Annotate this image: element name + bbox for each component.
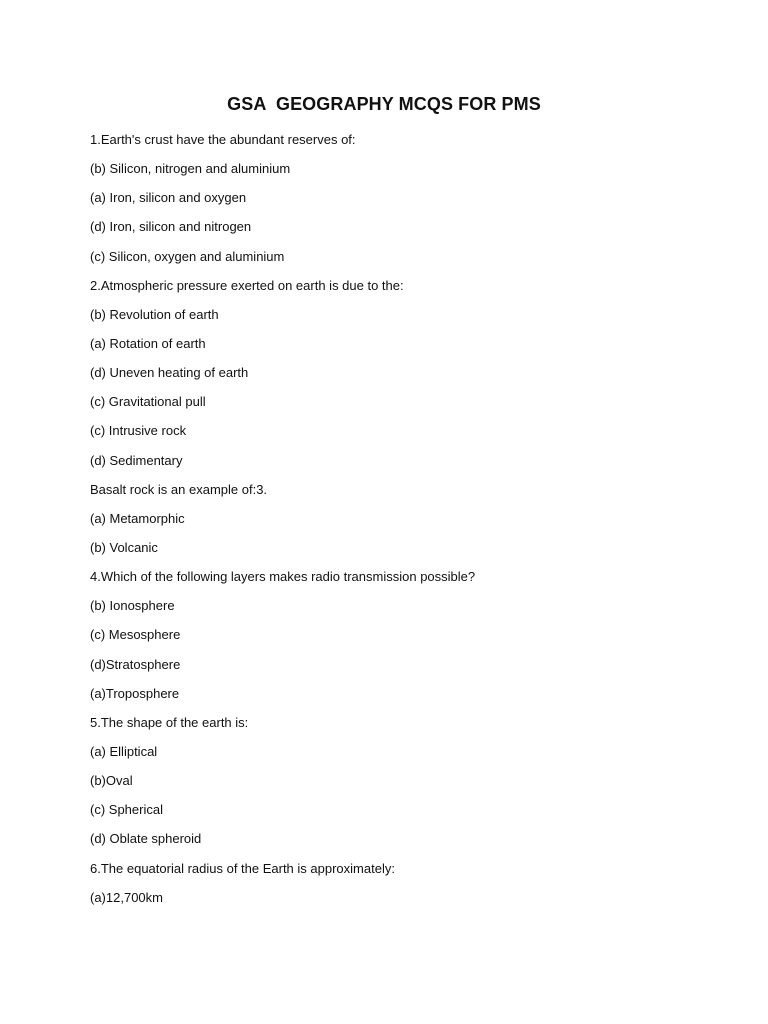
answer-option: (b)Oval — [90, 773, 133, 789]
answer-option: (d) Oblate spheroid — [90, 831, 202, 847]
answer-option: (c) Spherical — [90, 802, 163, 818]
answer-option: (a)12,700km — [90, 889, 163, 905]
answer-option: (b) Revolution of earth — [90, 306, 219, 322]
answer-option: (b) Volcanic — [90, 539, 158, 555]
question-text: 2.Atmospheric pressure exerted on earth is due to the: — [90, 277, 404, 293]
answer-option: (c) Silicon, oxygen and aluminium — [90, 248, 285, 264]
answer-option: (a) Elliptical — [90, 743, 158, 759]
document-title: GSA GEOGRAPHY MCQS FOR PMS — [227, 94, 541, 114]
question-text: 6.The equatorial radius of the Earth is approximately: — [90, 860, 395, 876]
answer-option: (a)Troposphere — [90, 685, 180, 701]
answer-option: (a) Iron, silicon and oxygen — [90, 190, 247, 206]
answer-option: (d) Iron, silicon and nitrogen — [90, 219, 252, 235]
answer-option: (d) Uneven heating of earth — [90, 365, 249, 381]
answer-option: (d) Sedimentary — [90, 452, 183, 468]
answer-option: (a) Metamorphic — [90, 510, 185, 526]
question-text: 1.Earth's crust have the abundant reserves of: — [90, 132, 356, 147]
question-text: 4.Which of the following layers makes radio transmission possible? — [90, 569, 476, 585]
answer-option: (c) Intrusive rock — [90, 423, 187, 439]
answer-option: (b) Ionosphere — [90, 598, 175, 614]
question-text: Basalt rock is an example of:3. — [90, 481, 268, 497]
answer-option: (d)Stratosphere — [90, 656, 181, 672]
mcq-list — [90, 130, 710, 917]
answer-option: (c) Gravitational pull — [90, 394, 206, 410]
answer-option: (c) Mesosphere — [90, 627, 181, 643]
answer-option: (b) Silicon, nitrogen and aluminium — [90, 161, 291, 177]
question-text: 5.The shape of the earth is: — [90, 714, 249, 730]
answer-option: (a) Rotation of earth — [90, 335, 206, 351]
